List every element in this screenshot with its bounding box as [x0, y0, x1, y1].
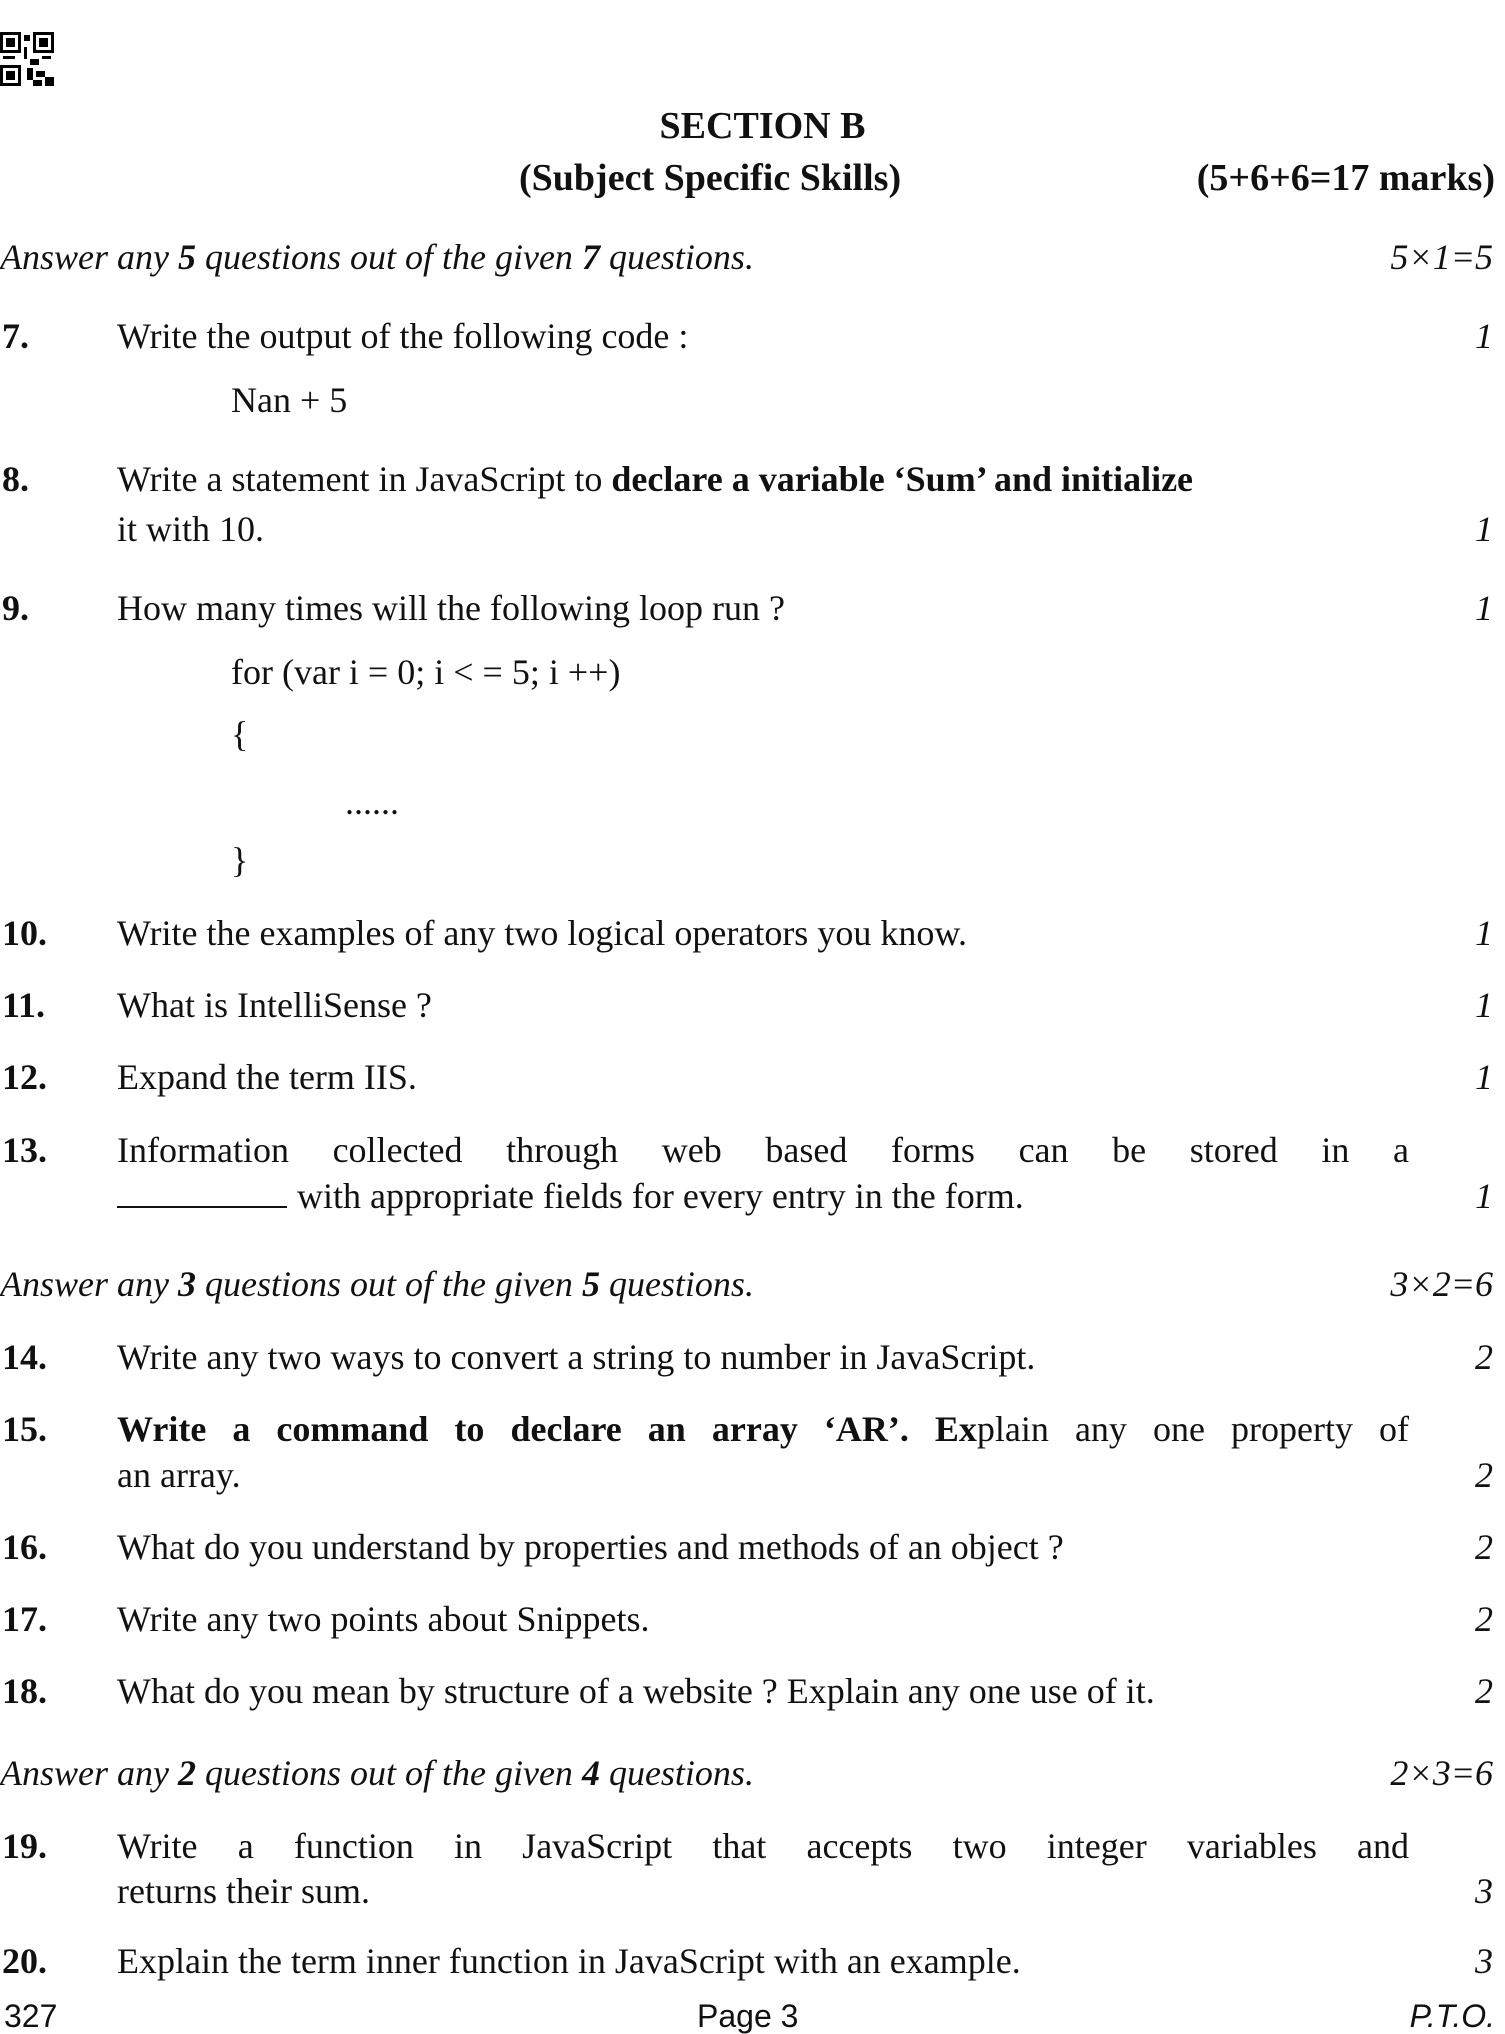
pto-label: P.T.O. — [1409, 1998, 1495, 2034]
q17-number: 17. — [2, 1599, 47, 1639]
q15-text-plain: plain any one property of — [976, 1409, 1409, 1449]
q14-marks: 2 — [1475, 1337, 1493, 1377]
q12-marks: 1 — [1475, 1057, 1493, 1097]
q10-text: Write the examples of any two logical operators you know. — [117, 913, 967, 953]
q13-marks: 1 — [1475, 1176, 1493, 1216]
q9-code-line: } — [231, 840, 249, 880]
q8-text-line2: it with 10. — [117, 509, 265, 549]
q18-marks: 2 — [1475, 1671, 1493, 1711]
q9-code-line: for (var i = 0; i < = 5; i ++) — [231, 652, 621, 692]
instr-total: 5 — [581, 1264, 600, 1304]
section-subtitle: (Subject Specific Skills) — [519, 157, 902, 199]
q17-marks: 2 — [1475, 1599, 1493, 1639]
q7-marks: 1 — [1475, 316, 1493, 356]
page-number: Page 3 — [697, 1998, 799, 2034]
q12-text: Expand the term IIS. — [117, 1057, 417, 1097]
q8-text-bold: declare a variable ‘Sum’ and initialize — [611, 459, 1194, 499]
q19-marks: 3 — [1475, 1871, 1493, 1911]
q8-text-plain: Write a statement in JavaScript to — [117, 459, 612, 499]
q15-marks: 2 — [1475, 1455, 1493, 1495]
instr-text: Answer any — [0, 1753, 178, 1793]
instruction-3-marks: 2×3=6 — [1390, 1753, 1493, 1793]
instr-count: 2 — [177, 1753, 196, 1793]
instr-count: 3 — [177, 1264, 196, 1304]
q19-number: 19. — [2, 1826, 47, 1866]
q13-text-line2 — [117, 1174, 1024, 1218]
q13-text-rest: with appropriate fields for every entry in the form. — [297, 1176, 1024, 1216]
q19-text: Write a function in JavaScript that accepts two integer variables and — [117, 1826, 1409, 1866]
q13-number: 13. — [2, 1130, 47, 1170]
q13-text: Information collected through web based forms can be stored in a — [117, 1130, 1409, 1170]
q8-text — [117, 457, 1193, 501]
q20-text: Explain the term inner function in JavaScript with an example. — [117, 1941, 1021, 1981]
section-marks: (5+6+6=17 marks) — [1196, 157, 1495, 199]
q14-number: 14. — [2, 1337, 47, 1377]
q7-text: Write the output of the following code : — [117, 316, 689, 356]
paper-code: 327 — [4, 1998, 58, 2034]
q12-number: 12. — [2, 1057, 47, 1097]
q19-text-line2: returns their sum. — [117, 1871, 370, 1911]
section-title: SECTION B — [659, 105, 866, 147]
q9-text: How many times will the following loop run ? — [117, 588, 785, 628]
qr-code-icon — [0, 32, 54, 86]
q9-code-line: ...... — [345, 782, 399, 822]
q7-code: Nan + 5 — [231, 380, 348, 420]
q7-number: 7. — [2, 316, 29, 356]
fill-in-blank — [117, 1176, 287, 1208]
q10-number: 10. — [2, 913, 47, 953]
instr-text: Answer any — [0, 1264, 178, 1304]
instr-text: questions. — [599, 1753, 754, 1793]
instr-text: questions out of the given — [195, 1264, 582, 1304]
q11-marks: 1 — [1475, 985, 1493, 1025]
q16-marks: 2 — [1475, 1527, 1493, 1567]
q20-number: 20. — [2, 1941, 47, 1981]
q16-text: What do you understand by properties and methods of an object ? — [117, 1527, 1064, 1567]
instr-text: questions. — [599, 237, 754, 277]
q10-marks: 1 — [1475, 913, 1493, 953]
instr-text: questions. — [599, 1264, 754, 1304]
instr-total: 4 — [581, 1753, 600, 1793]
q8-number: 8. — [2, 459, 29, 499]
q20-marks: 3 — [1475, 1941, 1493, 1981]
q9-number: 9. — [2, 588, 29, 628]
q11-text: What is IntelliSense ? — [117, 985, 432, 1025]
instr-total: 7 — [581, 237, 600, 277]
instruction-3 — [0, 1751, 754, 1795]
q18-text: What do you mean by structure of a website ? Explain any one use of it. — [117, 1671, 1155, 1711]
instruction-1 — [0, 235, 754, 279]
instr-text: questions out of the given — [195, 237, 582, 277]
q11-number: 11. — [2, 985, 46, 1025]
q15-text-bold: Write a command to declare an array ‘AR’. Ex — [117, 1409, 977, 1449]
q17-text: Write any two points about Snippets. — [117, 1599, 650, 1639]
instr-count: 5 — [177, 237, 196, 277]
q15-text — [117, 1407, 1409, 1451]
q9-marks: 1 — [1475, 588, 1493, 628]
q15-number: 15. — [2, 1409, 47, 1449]
instruction-1-marks: 5×1=5 — [1390, 237, 1493, 277]
instruction-2 — [0, 1262, 754, 1306]
q9-code-line: { — [231, 714, 249, 754]
q16-number: 16. — [2, 1527, 47, 1567]
q14-text: Write any two ways to convert a string to number in JavaScript. — [117, 1337, 1036, 1377]
instr-text: questions out of the given — [195, 1753, 582, 1793]
instruction-2-marks: 3×2=6 — [1390, 1264, 1493, 1304]
q8-marks: 1 — [1475, 509, 1493, 549]
instr-text: Answer any — [0, 237, 178, 277]
q18-number: 18. — [2, 1671, 47, 1711]
q15-text-line2: an array. — [117, 1455, 241, 1495]
